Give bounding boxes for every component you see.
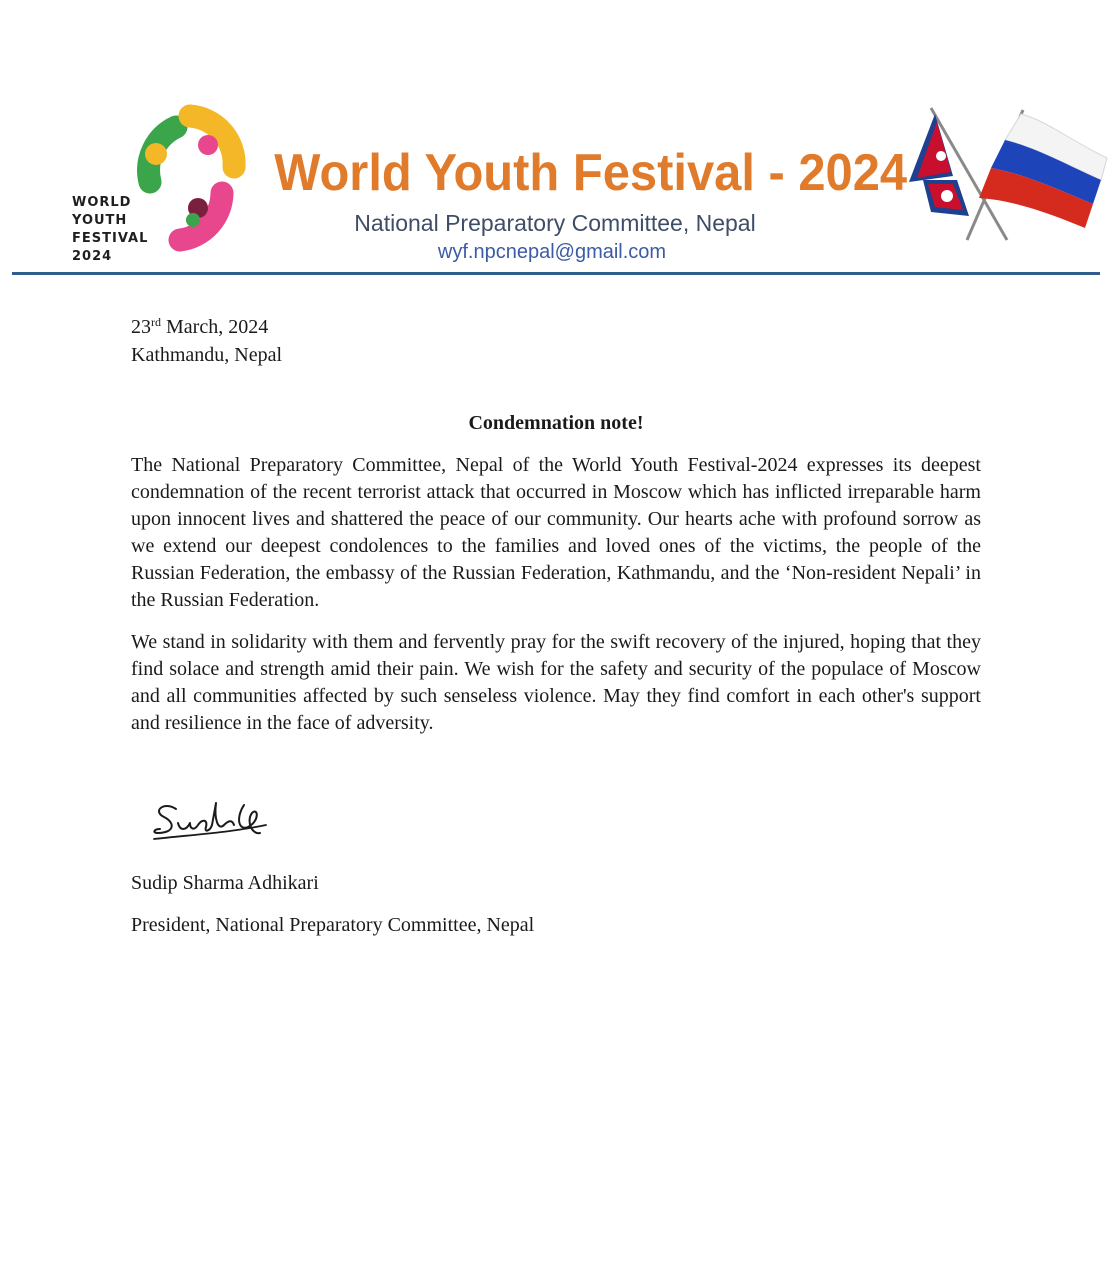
russia-flag-icon xyxy=(967,110,1107,240)
logo-text-line: WORLD xyxy=(72,195,132,210)
letter-place: Kathmandu, Nepal xyxy=(131,344,283,366)
letter-date xyxy=(131,314,268,340)
letterhead-subtitle: National Preparatory Committee, Nepal xyxy=(354,210,756,236)
letter-paragraph: The National Preparatory Committee, Nepal of the World Youth Festival-2024 expresses its deepest condemnation of the recent terrorist attack that occurred in Moscow which has inflicted irreparable harm upon innocent lives and shattered the peace of our community. Our hearts ache with profound sorrow as we extend our deepest condolences to the families and loved ones of the victims, the people of the Russian Federation, the embassy of the Russian Federation, Kathmandu, and the ‘Non-resident Nepali’ in the Russian Federation. xyxy=(131,454,981,611)
handwritten-signature xyxy=(148,795,278,847)
date-suffix: rd xyxy=(151,315,161,329)
letterhead-divider xyxy=(12,272,1100,275)
logo-wordmark xyxy=(72,194,192,266)
letter-paragraph: We stand in solidarity with them and fervently pray for the swift recovery of the injured, hoping that they find solace and strength amid their pain. We wish for the safety and security of the populace of Moscow and all communities affected by such senseless violence. May they find comfort in each other's support and resilience in the face of adversity. xyxy=(131,631,981,734)
crossed-flags-icon xyxy=(895,100,1110,250)
logo-text-line: FESTIVAL xyxy=(72,231,149,246)
letter-heading: Condemnation note! xyxy=(468,412,644,434)
date-day: 23 xyxy=(131,316,151,338)
letterhead-email: wyf.npcnepal@gmail.com xyxy=(437,241,667,263)
logo-text-line: 2024 xyxy=(72,249,113,264)
signatory-title: President, National Preparatory Committee, Nepal xyxy=(131,914,535,936)
signatory-name: Sudip Sharma Adhikari xyxy=(131,872,319,894)
date-month-year: March, 2024 xyxy=(161,316,269,338)
letterhead-title: World Youth Festival - 2024 xyxy=(274,144,908,202)
logo-text-line: YOUTH xyxy=(72,213,128,228)
